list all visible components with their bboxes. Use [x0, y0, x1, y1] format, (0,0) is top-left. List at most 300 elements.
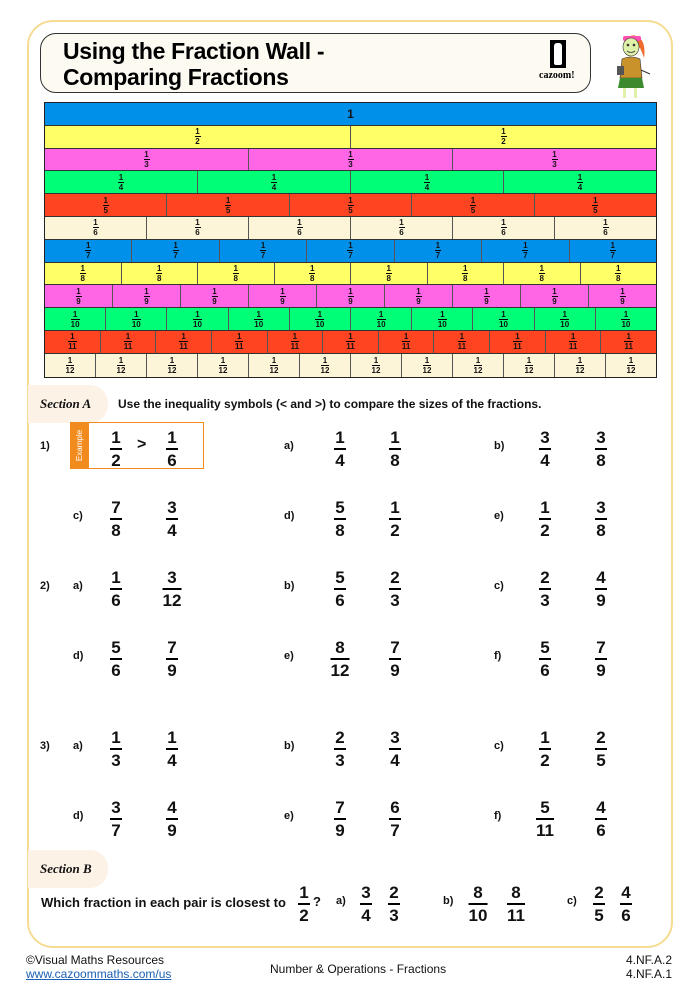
right-fraction: [166, 728, 178, 770]
question-label: e): [284, 810, 294, 822]
unit-fraction-label: $\frac{1}{6}$: [93, 218, 98, 238]
unit-fraction-label: $\frac{1}{6}$: [297, 218, 302, 238]
unit-fraction-label: $\frac{1}{3}$: [144, 149, 149, 169]
wall-cell: [490, 331, 546, 353]
wall-cell: [307, 240, 394, 262]
example-left-fraction: [110, 428, 122, 470]
unit-fraction-label: $\frac{1}{7}$: [260, 241, 266, 261]
unit-fraction-label: $\frac{1}{12}$: [524, 355, 534, 375]
numerator: 3: [111, 798, 121, 817]
unit-fraction-label: $\frac{1}{7}$: [435, 241, 441, 261]
unit-fraction-label: $\frac{1}{6}$: [501, 218, 506, 238]
left-fraction: [110, 728, 122, 770]
unit-fraction-label: $\frac{1}{9}$: [484, 286, 489, 306]
left-fraction: [110, 798, 122, 840]
question-label: a): [284, 440, 294, 452]
wall-cell: [402, 354, 453, 377]
numerator: 7: [596, 638, 606, 657]
unit-fraction-label: $\frac{1}{8}$: [463, 263, 468, 283]
right-fraction: [389, 798, 401, 840]
wall-cell: [453, 217, 555, 239]
question-label: e): [284, 650, 294, 662]
wall-cell: [504, 354, 555, 377]
wall-cell: [351, 217, 453, 239]
title-line-1: Using the Fraction Wall -: [63, 38, 325, 64]
numerator: 4: [167, 798, 177, 817]
wall-cell: [249, 285, 317, 307]
wall-cell: [290, 308, 351, 330]
wall-cell: [220, 240, 307, 262]
denominator: 9: [596, 591, 606, 610]
wall-cell: [385, 285, 453, 307]
pair-label: b): [443, 895, 454, 907]
numerator: 3: [167, 568, 177, 587]
wall-cell: [601, 331, 656, 353]
wall-cell: [434, 331, 490, 353]
standard-code-1: 4.NF.A.2: [625, 953, 672, 967]
question-number: 2): [40, 580, 50, 592]
denominator: 8: [596, 521, 606, 540]
right-fraction: [389, 568, 401, 610]
denominator: 12: [330, 661, 350, 680]
question-label: b): [284, 580, 295, 592]
wall-cell: [45, 126, 351, 148]
question-label: f): [494, 650, 502, 662]
wall-cell: [395, 240, 482, 262]
pair-left-fraction: [360, 883, 372, 925]
copyright-text: ©Visual Maths Resources: [26, 953, 165, 967]
numerator: 2: [335, 728, 345, 747]
left-fraction: [334, 568, 346, 610]
unit-fraction-label: $\frac{1}{9}$: [348, 286, 353, 306]
right-fraction: [595, 798, 607, 840]
left-fraction: [539, 728, 551, 770]
wall-cell: [453, 285, 521, 307]
numerator: 4: [596, 798, 606, 817]
unit-fraction-label: $\frac{1}{5}$: [348, 195, 353, 215]
title-box: [40, 33, 591, 93]
unit-fraction-label: $\frac{1}{11}$: [513, 332, 522, 352]
denominator: 6: [621, 906, 631, 925]
numerator: 2: [390, 568, 400, 587]
unit-fraction-label: $\frac{1}{10}$: [437, 309, 447, 329]
denominator: 3: [540, 591, 550, 610]
unit-fraction-label: $\frac{1}{8}$: [616, 263, 621, 283]
unit-fraction-label: $\frac{1}{7}$: [523, 241, 528, 261]
unit-fraction-label: $\frac{1}{5}$: [103, 195, 108, 215]
denominator: 4: [390, 751, 400, 770]
page-title: [63, 38, 324, 90]
footer-standards: [626, 953, 672, 981]
denominator: 6: [111, 661, 121, 680]
wall-cell: [96, 354, 147, 377]
wall-row-10: [45, 308, 656, 331]
unit-fraction-label: $\frac{1}{12}$: [575, 355, 585, 375]
right-fraction: [389, 638, 401, 680]
unit-fraction-label: $\frac{1}{9}$: [76, 286, 81, 306]
numerator: 1: [111, 728, 121, 747]
unit-fraction-label: $\frac{1}{8}$: [233, 263, 238, 283]
section-b-question: Which fraction in each pair is closest to: [41, 895, 286, 910]
numerator: 1: [299, 883, 309, 902]
denominator: 3: [335, 751, 345, 770]
numerator: 5: [540, 798, 550, 817]
left-fraction: [539, 638, 551, 680]
left-fraction: [539, 568, 551, 610]
section-a-tab: Section A: [28, 385, 108, 423]
wall-cell: [323, 331, 379, 353]
unit-fraction-label: $\frac{1}{10}$: [315, 309, 325, 329]
denominator: 8: [335, 521, 345, 540]
denominator: 5: [594, 906, 604, 925]
target-fraction: [298, 883, 310, 925]
wall-cell: [45, 263, 122, 285]
denominator: 9: [390, 661, 400, 680]
footer-topic: Number & Operations - Fractions: [270, 962, 447, 976]
wall-cell: [249, 354, 300, 377]
unit-fraction-label: $\frac{1}{6}$: [399, 218, 404, 238]
unit-fraction-label: $\frac{1}{10}$: [560, 309, 570, 329]
right-fraction: [389, 428, 401, 470]
footer-left: [26, 953, 171, 981]
cazoom-logo: [541, 38, 583, 88]
question-label: d): [73, 810, 84, 822]
wall-cell: [122, 263, 199, 285]
unit-fraction-label: $\frac{1}{10}$: [621, 309, 631, 329]
unit-fraction-label: $\frac{1}{11}$: [401, 332, 411, 352]
denominator: 4: [361, 906, 371, 925]
wall-row-12: [45, 354, 656, 377]
unit-fraction-label: $\frac{1}{11}$: [457, 332, 467, 352]
fraction-wall: [44, 102, 657, 378]
wall-cell: [45, 194, 167, 216]
question-label: a): [73, 740, 83, 752]
numerator: 7: [111, 498, 121, 517]
question-label: e): [494, 510, 504, 522]
unit-fraction-label: $\frac{1}{12}$: [116, 355, 126, 375]
pair-right-fraction: [388, 883, 400, 925]
unit-fraction-label: $\frac{1}{12}$: [320, 355, 330, 375]
unit-fraction-label: $\frac{1}{4}$: [271, 172, 277, 192]
wall-cell: [167, 194, 289, 216]
numerator: 1: [390, 498, 400, 517]
question-label: b): [284, 740, 295, 752]
wall-cell: [181, 285, 249, 307]
wall-cell: [581, 263, 657, 285]
wall-cell: [167, 308, 228, 330]
unit-fraction-label: $\frac{1}{12}$: [371, 355, 381, 375]
unit-fraction-label: $\frac{1}{5}$: [470, 195, 476, 215]
wall-cell: [555, 354, 606, 377]
unit-fraction-label: $\frac{1}{7}$: [85, 241, 91, 261]
wall-cell: [351, 126, 656, 148]
wall-cell: [300, 354, 351, 377]
cup-icon: [550, 40, 566, 68]
unit-fraction-label: $\frac{1}{12}$: [473, 355, 483, 375]
wall-cell: [570, 240, 656, 262]
unit-fraction-label: $\frac{1}{3}$: [552, 149, 557, 169]
unit-fraction-label: $\frac{1}{10}$: [376, 309, 386, 329]
wall-cell: [132, 240, 219, 262]
unit-fraction-label: $\frac{1}{11}$: [179, 332, 188, 352]
numerator: 3: [596, 498, 606, 517]
numerator: 1: [111, 568, 121, 587]
unit-fraction-label: $\frac{1}{3}$: [348, 149, 353, 169]
numerator: 6: [390, 798, 400, 817]
wall-cell: [351, 171, 504, 193]
wall-cell: [379, 331, 435, 353]
numerator: 2: [540, 568, 550, 587]
pair-left-fraction: [593, 883, 605, 925]
left-fraction: [536, 798, 554, 840]
wall-cell: [275, 263, 352, 285]
right-fraction: [163, 568, 182, 610]
left-fraction: [331, 638, 350, 680]
denominator: 2: [111, 451, 121, 470]
wall-cell: [45, 331, 101, 353]
wall-cell: [268, 331, 324, 353]
numerator: 1: [390, 428, 400, 447]
wall-cell: [504, 263, 581, 285]
denominator: 11: [507, 906, 525, 925]
question-label: d): [73, 650, 84, 662]
wall-cell: [453, 354, 504, 377]
pair-right-fraction: [507, 883, 525, 925]
unit-fraction-label: $\frac{1}{9}$: [552, 286, 557, 306]
denominator: 2: [540, 751, 550, 770]
numerator: 2: [594, 883, 604, 902]
unit-fraction-label: $\frac{1}{11}$: [235, 332, 244, 352]
unit-fraction-label: $\frac{1}{8}$: [386, 263, 391, 283]
left-fraction: [334, 428, 346, 470]
wall-cell: [147, 217, 249, 239]
question-label: c): [494, 580, 504, 592]
unit-fraction-label: $\frac{1}{9}$: [144, 286, 149, 306]
numerator: 5: [335, 568, 345, 587]
denominator: 7: [111, 821, 121, 840]
denominator: 8: [390, 451, 400, 470]
denominator: 9: [335, 821, 345, 840]
wall-cell: [106, 308, 167, 330]
denominator: 10: [468, 906, 488, 925]
wall-cell: [249, 149, 453, 171]
wall-cell: [198, 171, 351, 193]
wall-cell: [147, 354, 198, 377]
unit-fraction-label: $\frac{1}{10}$: [70, 309, 80, 329]
numerator: 1: [167, 728, 177, 747]
right-fraction: [595, 428, 607, 470]
numerator: 2: [596, 728, 606, 747]
right-fraction: [166, 638, 178, 680]
denominator: 7: [390, 821, 400, 840]
wall-cell: [45, 103, 656, 125]
section-a-instruction: Use the inequality symbols (< and >) to compare the sizes of the fractions.: [118, 397, 542, 411]
denominator: 6: [540, 661, 550, 680]
unit-fraction-label: $\frac{1}{2}$: [195, 127, 200, 147]
question-label: b): [494, 440, 505, 452]
question-number-1: 1): [40, 440, 50, 452]
denominator: 9: [167, 821, 177, 840]
wall-cell: [45, 354, 96, 377]
unit-fraction-label: $\frac{1}{10}$: [499, 309, 508, 329]
unit-fraction-label: $\frac{1}{4}$: [118, 172, 124, 192]
right-fraction: [595, 568, 607, 610]
question-label: d): [284, 510, 295, 522]
unit-fraction-label: $\frac{1}{11}$: [568, 332, 578, 352]
wall-cell: [351, 354, 402, 377]
numerator: 3: [390, 728, 400, 747]
numerator: 1: [540, 728, 550, 747]
denominator: 5: [596, 751, 606, 770]
wall-row-1: [45, 103, 656, 126]
right-fraction: [166, 798, 178, 840]
unit-fraction-label: $\frac{1}{2}$: [501, 127, 506, 147]
denominator: 4: [167, 521, 177, 540]
wall-cell: [198, 354, 249, 377]
wall-row-3: [45, 149, 656, 172]
unit-fraction-label: $\frac{1}{10}$: [254, 309, 264, 329]
left-fraction: [334, 728, 346, 770]
left-fraction: [334, 798, 346, 840]
wall-cell: [482, 240, 569, 262]
left-fraction: [110, 498, 122, 540]
unit-fraction-label: $\frac{1}{7}$: [348, 241, 353, 261]
numerator: 8: [473, 883, 483, 902]
unit-fraction-label: $\frac{1}{11}$: [123, 332, 133, 352]
right-fraction: [389, 498, 401, 540]
wall-cell: [589, 285, 656, 307]
wall-cell: [45, 149, 249, 171]
wall-cell: [101, 331, 157, 353]
right-fraction: [166, 498, 178, 540]
wall-cell: [45, 285, 113, 307]
wall-cell: [473, 308, 534, 330]
logo-text: cazoom!: [539, 70, 575, 81]
standard-code-2: 4.NF.A.1: [625, 967, 672, 981]
wall-cell: [428, 263, 505, 285]
denominator: 6: [335, 591, 345, 610]
example-label: Example: [75, 429, 85, 462]
pair-right-fraction: [620, 883, 632, 925]
wall-row-11: [45, 331, 656, 354]
wall-cell: [351, 263, 428, 285]
numerator: 7: [167, 638, 177, 657]
denominator: 3: [111, 751, 121, 770]
numerator: 7: [390, 638, 400, 657]
left-fraction: [110, 638, 122, 680]
right-fraction: [595, 498, 607, 540]
unit-fraction-label: $\frac{1}{9}$: [620, 286, 625, 306]
question-label: a): [73, 580, 83, 592]
wall-cell: [535, 308, 596, 330]
wall-cell: [555, 217, 656, 239]
denominator: 3: [389, 906, 399, 925]
unit-fraction-label: $\frac{1}{4}$: [577, 172, 583, 192]
denominator: 8: [111, 521, 121, 540]
example-right-fraction: [166, 428, 178, 470]
wall-row-6: [45, 217, 656, 240]
denominator: 6: [167, 451, 177, 470]
wall-cell: [45, 308, 106, 330]
denominator: 6: [596, 821, 606, 840]
wall-row-5: [45, 194, 656, 217]
unit-fraction-label: $\frac{1}{11}$: [68, 332, 77, 352]
question-label: c): [494, 740, 504, 752]
right-fraction: [595, 728, 607, 770]
wall-cell: [156, 331, 212, 353]
denominator: 9: [167, 661, 177, 680]
wall-cell: [521, 285, 589, 307]
unit-fraction-label: $\frac{1}{4}$: [424, 172, 430, 192]
right-fraction: [389, 728, 401, 770]
question-number: 3): [40, 740, 50, 752]
unit-fraction-label: $\frac{1}{7}$: [610, 241, 615, 261]
wall-row-4: [45, 171, 656, 194]
website-link[interactable]: www.cazoommaths.com/us: [26, 967, 172, 981]
question-mark: ?: [313, 894, 321, 909]
pair-label: a): [336, 895, 346, 907]
unit-fraction-label: $\frac{1}{12}$: [269, 355, 279, 375]
unit-fraction-label: $\frac{1}{12}$: [218, 355, 228, 375]
left-fraction: [334, 498, 346, 540]
unit-fraction-label: $\frac{1}{7}$: [173, 241, 178, 261]
numerator: 1: [540, 498, 550, 517]
example-symbol: >: [137, 436, 147, 453]
numerator: 5: [111, 638, 121, 657]
left-fraction: [539, 498, 551, 540]
denominator: 2: [299, 906, 309, 925]
wall-cell: [45, 240, 132, 262]
denominator: 4: [335, 451, 345, 470]
denominator: 8: [596, 451, 606, 470]
wall-cell: [45, 217, 147, 239]
wall-cell: [198, 263, 275, 285]
wall-cell: [546, 331, 602, 353]
question-label: c): [73, 510, 83, 522]
mascot-girl-icon: [612, 30, 652, 102]
title-line-2: Comparing Fractions: [63, 64, 289, 90]
numerator: 1: [167, 428, 177, 447]
numerator: 4: [596, 568, 606, 587]
wall-row-8: [45, 263, 656, 286]
wall-cell: [249, 217, 351, 239]
unit-fraction-label: $\frac{1}{8}$: [80, 263, 85, 283]
denominator: 2: [540, 521, 550, 540]
numerator: 4: [621, 883, 631, 902]
whole-label: 1: [347, 106, 354, 121]
wall-row-7: [45, 240, 656, 263]
numerator: 5: [335, 498, 345, 517]
denominator: 4: [540, 451, 550, 470]
unit-fraction-label: $\frac{1}{12}$: [626, 355, 636, 375]
wall-cell: [596, 308, 656, 330]
unit-fraction-label: $\frac{1}{8}$: [157, 263, 162, 283]
unit-fraction-label: $\frac{1}{12}$: [65, 355, 75, 375]
unit-fraction-label: $\frac{1}{6}$: [195, 218, 200, 238]
wall-cell: [453, 149, 656, 171]
unit-fraction-label: $\frac{1}{8}$: [310, 263, 315, 283]
numerator: 1: [335, 428, 345, 447]
numerator: 1: [111, 428, 121, 447]
wall-row-9: [45, 285, 656, 308]
unit-fraction-label: $\frac{1}{11}$: [624, 332, 633, 352]
denominator: 3: [390, 591, 400, 610]
numerator: 2: [389, 883, 399, 902]
wall-cell: [113, 285, 181, 307]
wall-cell: [45, 171, 198, 193]
wall-row-2: [45, 126, 656, 149]
numerator: 7: [335, 798, 345, 817]
